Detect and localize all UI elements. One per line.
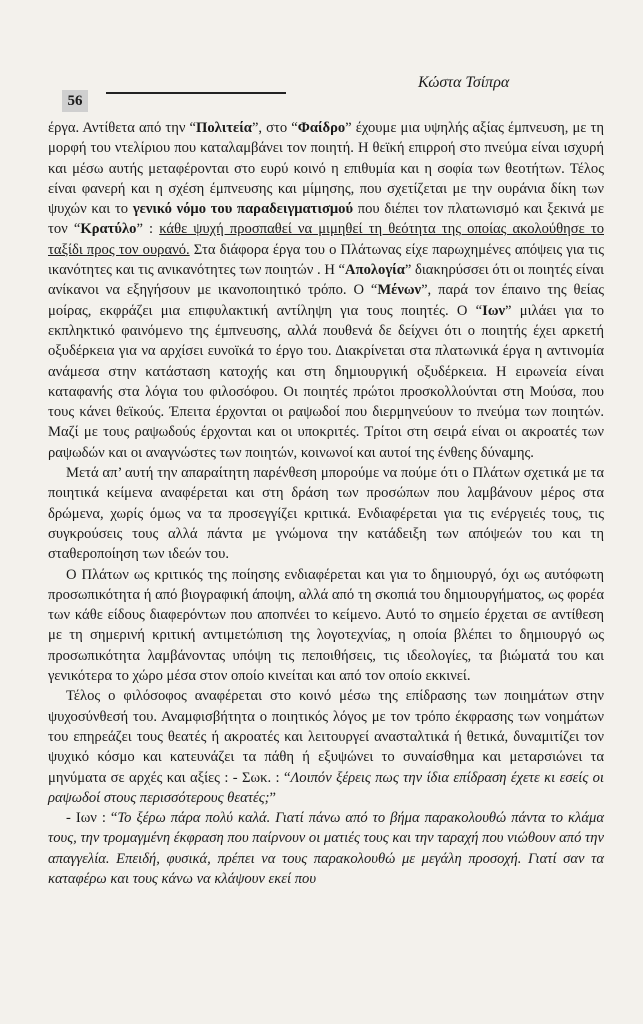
- italic-quote: Λοιπόν ξέρεις πως την ίδια επίδραση έχετε κι εσείς οι ραψωδοί στους περισσότερους θεατές;: [48, 769, 604, 806]
- paragraph-5: [48, 808, 604, 889]
- text-run: που διέπει τον πλατωνισμό και ξεκινά με τον “: [48, 201, 604, 238]
- bold-title-ion: Ιων: [482, 302, 506, 319]
- body-text: [48, 118, 604, 889]
- paragraph-2: Μετά απ’ αυτή την απαραίτητη παρένθεση μπορούμε να πούμε ότι ο Πλάτων σχετικά με τα ποιητικά κείμενα αναφέρεται και στη δράση των προσώπων που λαμβάνουν μέρος στα δρώμενα, χωρίς όμως να τα προσεγγίζει κριτικά. Ενδιαφέρεται για τις ενέργειές τους, τις συγκρούσεις τους αλλά πάντα με γνώμονα την κατάδειξη των απόψεών του και τη σταθεροποίηση των ιδεών του.: [48, 465, 604, 563]
- text-run: ” μιλάει για το εκπληκτικό φαινόμενο της έμπνευσης, αλλά πουθενά δε δείχνει ότι ο ποιητής έχει αρκετή οξυδέρκεια για να αρχίσει ευνοϊκά το έργο του. Διακρίνεται στα πλατωνικά έργα η αντινομία ανάμεσα στην κατάσταση κατοχής και στη δημιουργική οξυδέρκεια. Η ειρωνεία είναι καταφανής στα λόγια του φιλοσόφου. Οι ποιητές πρώτοι προσκολλούνται στη Μούσα, που τους κάνει θεϊκούς. Έπειτα έρχονται οι ραψωδοί που διερμηνεύουν το πνεύμα των ποιητών. Μαζί με τους ραψωδούς έρχονται και οι υποκριτές. Τρίτοι στη σειρά είναι οι ακροατές των ραψωδών και οι αναγνώστες των ποιητών, κοινωνοί και αυτοί της ένθεης δύναμης.: [48, 302, 604, 461]
- bold-title-faidros: Φαίδρο: [297, 120, 346, 136]
- bold-title-kratylos: Κρατύλο: [80, 221, 137, 238]
- text-run: έργα. Αντίθετα από την “: [48, 120, 196, 136]
- text-run: ” :: [136, 221, 160, 238]
- text-run: ”, παρά τον έπαινο της θείας μοίρας, εκφράζει μια επιφυλακτική αντίληψη για τους ποιητές. Ο “: [48, 282, 605, 319]
- running-head-author: Κώστα Τσίπρα: [418, 74, 510, 91]
- bold-title-apologia: Απολογία: [345, 262, 405, 279]
- underlined-quote: κάθε ψυχή προσπαθεί να μιμηθεί τη θεότητα της οποίας ακολούθησε το ταξίδι προς τον ουρανό.: [48, 221, 604, 258]
- paragraph-3: Ο Πλάτων ως κριτικός της ποίησης ενδιαφέρεται και για το δημιουργό, όχι ως αυτόφωτη προσωπικότητα ή από βιογραφική άποψη, αλλά από τη σκοπιά του δημιουργήματος, ως φορέα των κάθε είδους διαφερόντων που αποπνέει το κείμενο. Αυτό το σημείο έρχεται σε αντίθεση με τη σημερινή κριτική αντιμετώπιση της λογοτεχνίας, η οποία βλέπει το δημιουργό ως προσωπικότητα λαμβάνοντας υπόψη τις πεποιθήσεις, τις ιδεολογίες, τα βιώματά του και γενικότερα το χώρο μέσα στον οποίο κινείται και από τον οποίο εκκινεί.: [48, 566, 604, 685]
- bold-title-politeia: Πολιτεία: [195, 120, 252, 136]
- text-run: - Ιων : “: [66, 810, 118, 827]
- paragraph-1: [48, 118, 604, 463]
- text-run: ” διακηρύσσει ότι οι ποιητές είναι ανίκανοι να εξηγήσουν με ικανοποιητικό τρόπο. Ο “: [48, 262, 605, 299]
- text-run: Τέλος ο φιλόσοφος αναφέρεται στο κοινό μέσω της επίδρασης των ποιημάτων στην ψυχοσύνθεσή του. Αναμφισβήτητα ο ποιητικός λόγος με τον τρόπο έκφρασης των νοημάτων του επηρεάζει τους θεατές ή ακροατές και λειτουργεί ανασταλτικά ή θετικά, δυναμιτίζει τον ψυχικό κόσμο και κατευνάζει τα πάθη ή εξυψώνει το συναίσθημα και μεταρσιώνει τα μηνύματα σε αρχές και αξίες : - Σωκ. : “: [48, 688, 604, 786]
- text-run: ”, στο “: [251, 120, 298, 136]
- paragraph-4: [48, 686, 604, 808]
- text-run: ”: [269, 789, 276, 806]
- page-number: 56: [62, 90, 88, 112]
- bold-term: γενικό νόμο του παραδειγματισμού: [132, 201, 354, 218]
- header-rule: [106, 92, 286, 94]
- page-header: [0, 0, 643, 120]
- bold-title-menon: Μένων: [377, 282, 422, 299]
- italic-quote: Το ξέρω πάρα πολύ καλά. Γιατί πάνω από το βήμα παρακολουθώ πάντα το κλάμα τους, την τρομαγμένη έκφραση που παίρνουν οι ματιές τους και την ταραχή που νιώθουν από την απαγγελία. Επειδή, φυσικά, πρέπει να τους παρακολουθώ με μεγάλη προσοχή. Γιατί σαν τα καταφέρω και τους κάνω να κλάψουν εκεί που: [48, 810, 604, 887]
- text-run: Στα διάφορα έργα του ο Πλάτωνας είχε παρωχημένες απόψεις για τις ικανότητες και τις ανικανότητες των ποιητών . Η “: [48, 241, 604, 279]
- text-run: ” έχουμε μια υψηλής αξίας έμπνευση, με τη μορφή του ντελίριου που καταλαμβάνει τον ποιητή. Η θεϊκή επιρροή στο πνεύμα είναι ισχυρή και μέσω αυτής μεταφέρονται στο ευρύ κοινό η επιθυμία και η σοφία των θεοτήτων. Τέλος είναι φανερή και η σχέση έμπνευσης και μίμησης, που σχετίζεται με την ουράνια δίκη των ψυχών και το: [48, 120, 604, 218]
